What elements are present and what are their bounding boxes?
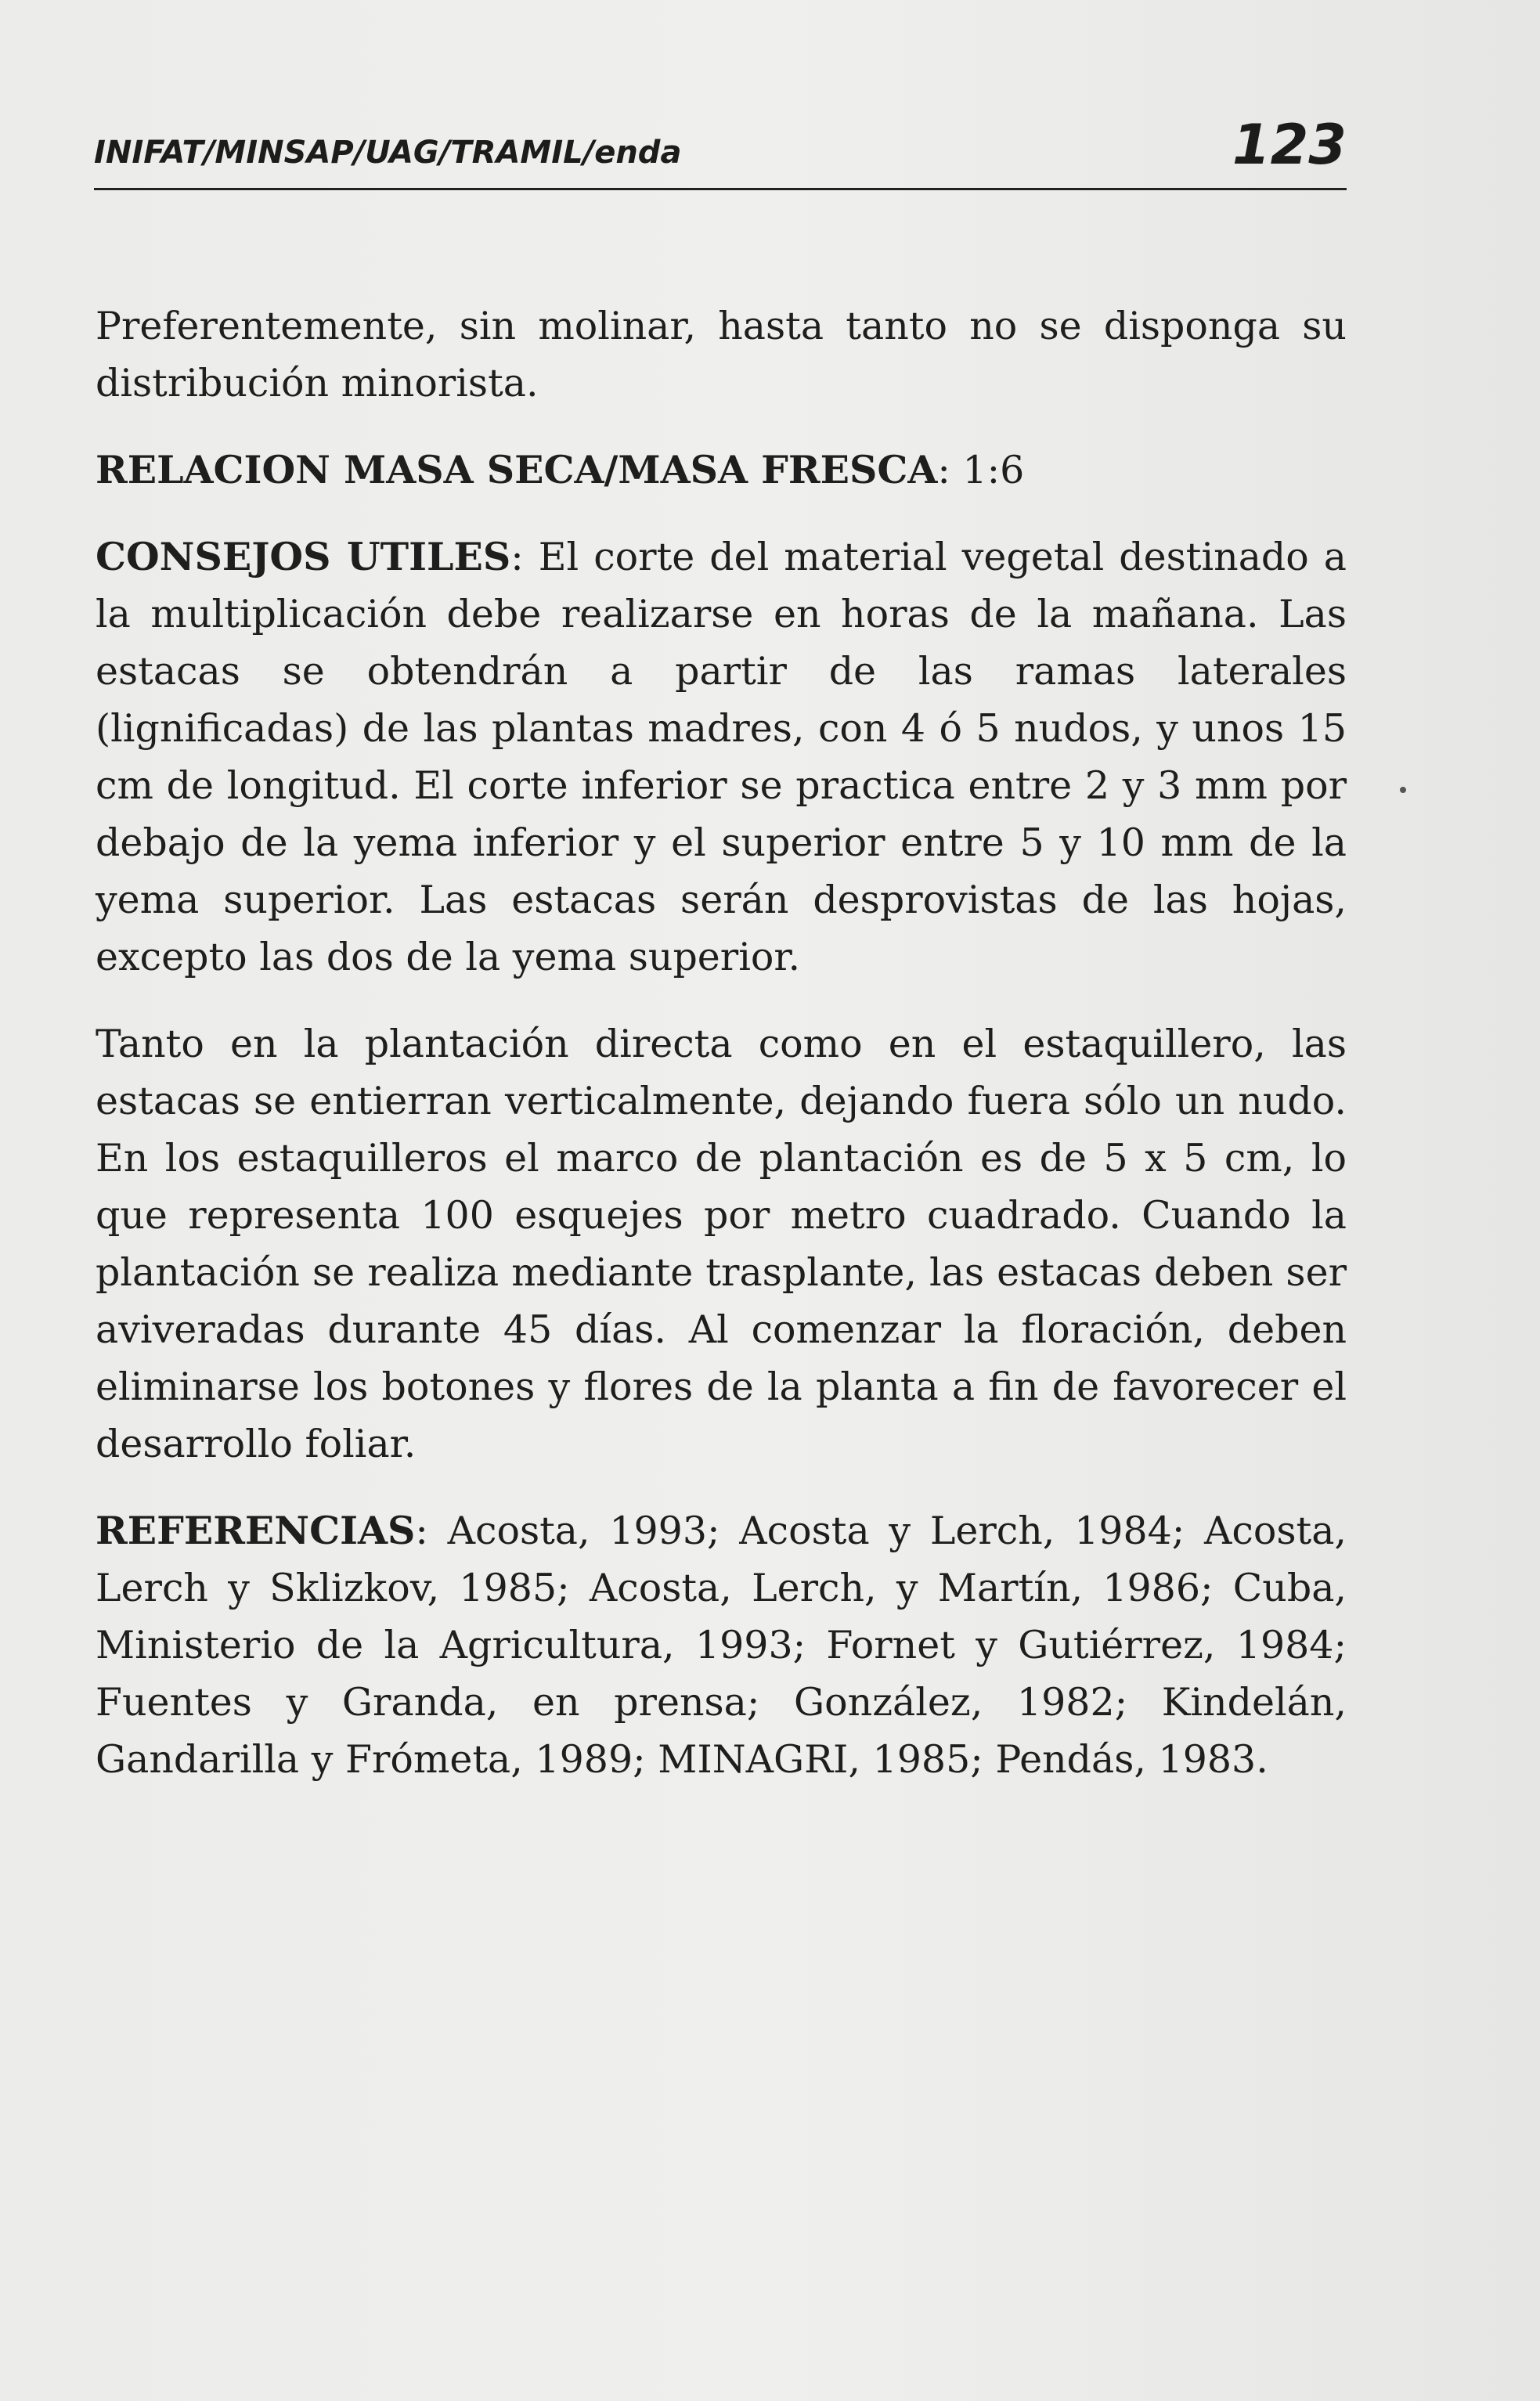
paragraph-relacion [96,442,1347,499]
paragraph-preferentemente: Preferentemente, sin molinar, hasta tanto no se disponga su distribución minorista. [96,304,1347,406]
running-title: INIFAT/MINSAP/UAG/TRAMIL/enda [94,135,682,171]
referencias-label: REFERENCIAS [96,1508,416,1553]
paragraph-consejos [96,528,1347,986]
referencias-text: : Acosta, 1993; Acosta y Lerch, 1984; Acosta, Lerch y Sklizkov, 1985; Acosta, Lerch, y Martín, 1986; Cuba, Ministerio de la Agricultura, 1993; Fornet y Gutiérrez, 1984; Fuentes y Granda, en prensa; González, 1982; Kindelán, Gandarilla y Frómeta, 1989; MINAGRI, 1985; Pendás, 1983. [96,1509,1347,1782]
relacion-label: RELACION MASA SECA/MASA FRESCA [96,447,938,492]
page-number: 123 [1232,113,1347,177]
paragraph-tanto: Tanto en la plantación directa como en el estaquillero, las estacas se entierran verticalmente, dejando fuera sólo un nudo. En los estaquilleros el marco de plantación es de 5 x 5 cm, lo que representa 100 esquejes por metro cuadrado. Cuando la plantación se realiza mediante trasplante, las estacas deben ser aviveradas durante 45 días. Al comenzar la floración, deben eliminarse los botones y flores de la planta a fin de favorecer el desarrollo foliar. [96,1022,1347,1466]
print-speck [1400,787,1406,793]
page-body [96,297,1347,1818]
running-header [94,113,1347,190]
consejos-label: CONSEJOS UTILES [96,534,511,579]
consejos-text: : El corte del material vegetal destinado a la multiplicación debe realizarse en horas de la mañana. Las estacas se obtendrán a partir de las ramas laterales (lignificadas) de las plantas madres, con 4 ó 5 nudos, y unos 15 cm de longitud. El corte inferior se practica entre 2 y 3 mm por debajo de la yema inferior y el superior entre 5 y 10 mm de la yema superior. Las estacas serán desprovistas de las hojas, excepto las dos de la yema superior. [96,535,1347,979]
relacion-value: : 1:6 [937,448,1025,492]
paragraph-referencias [96,1502,1347,1788]
